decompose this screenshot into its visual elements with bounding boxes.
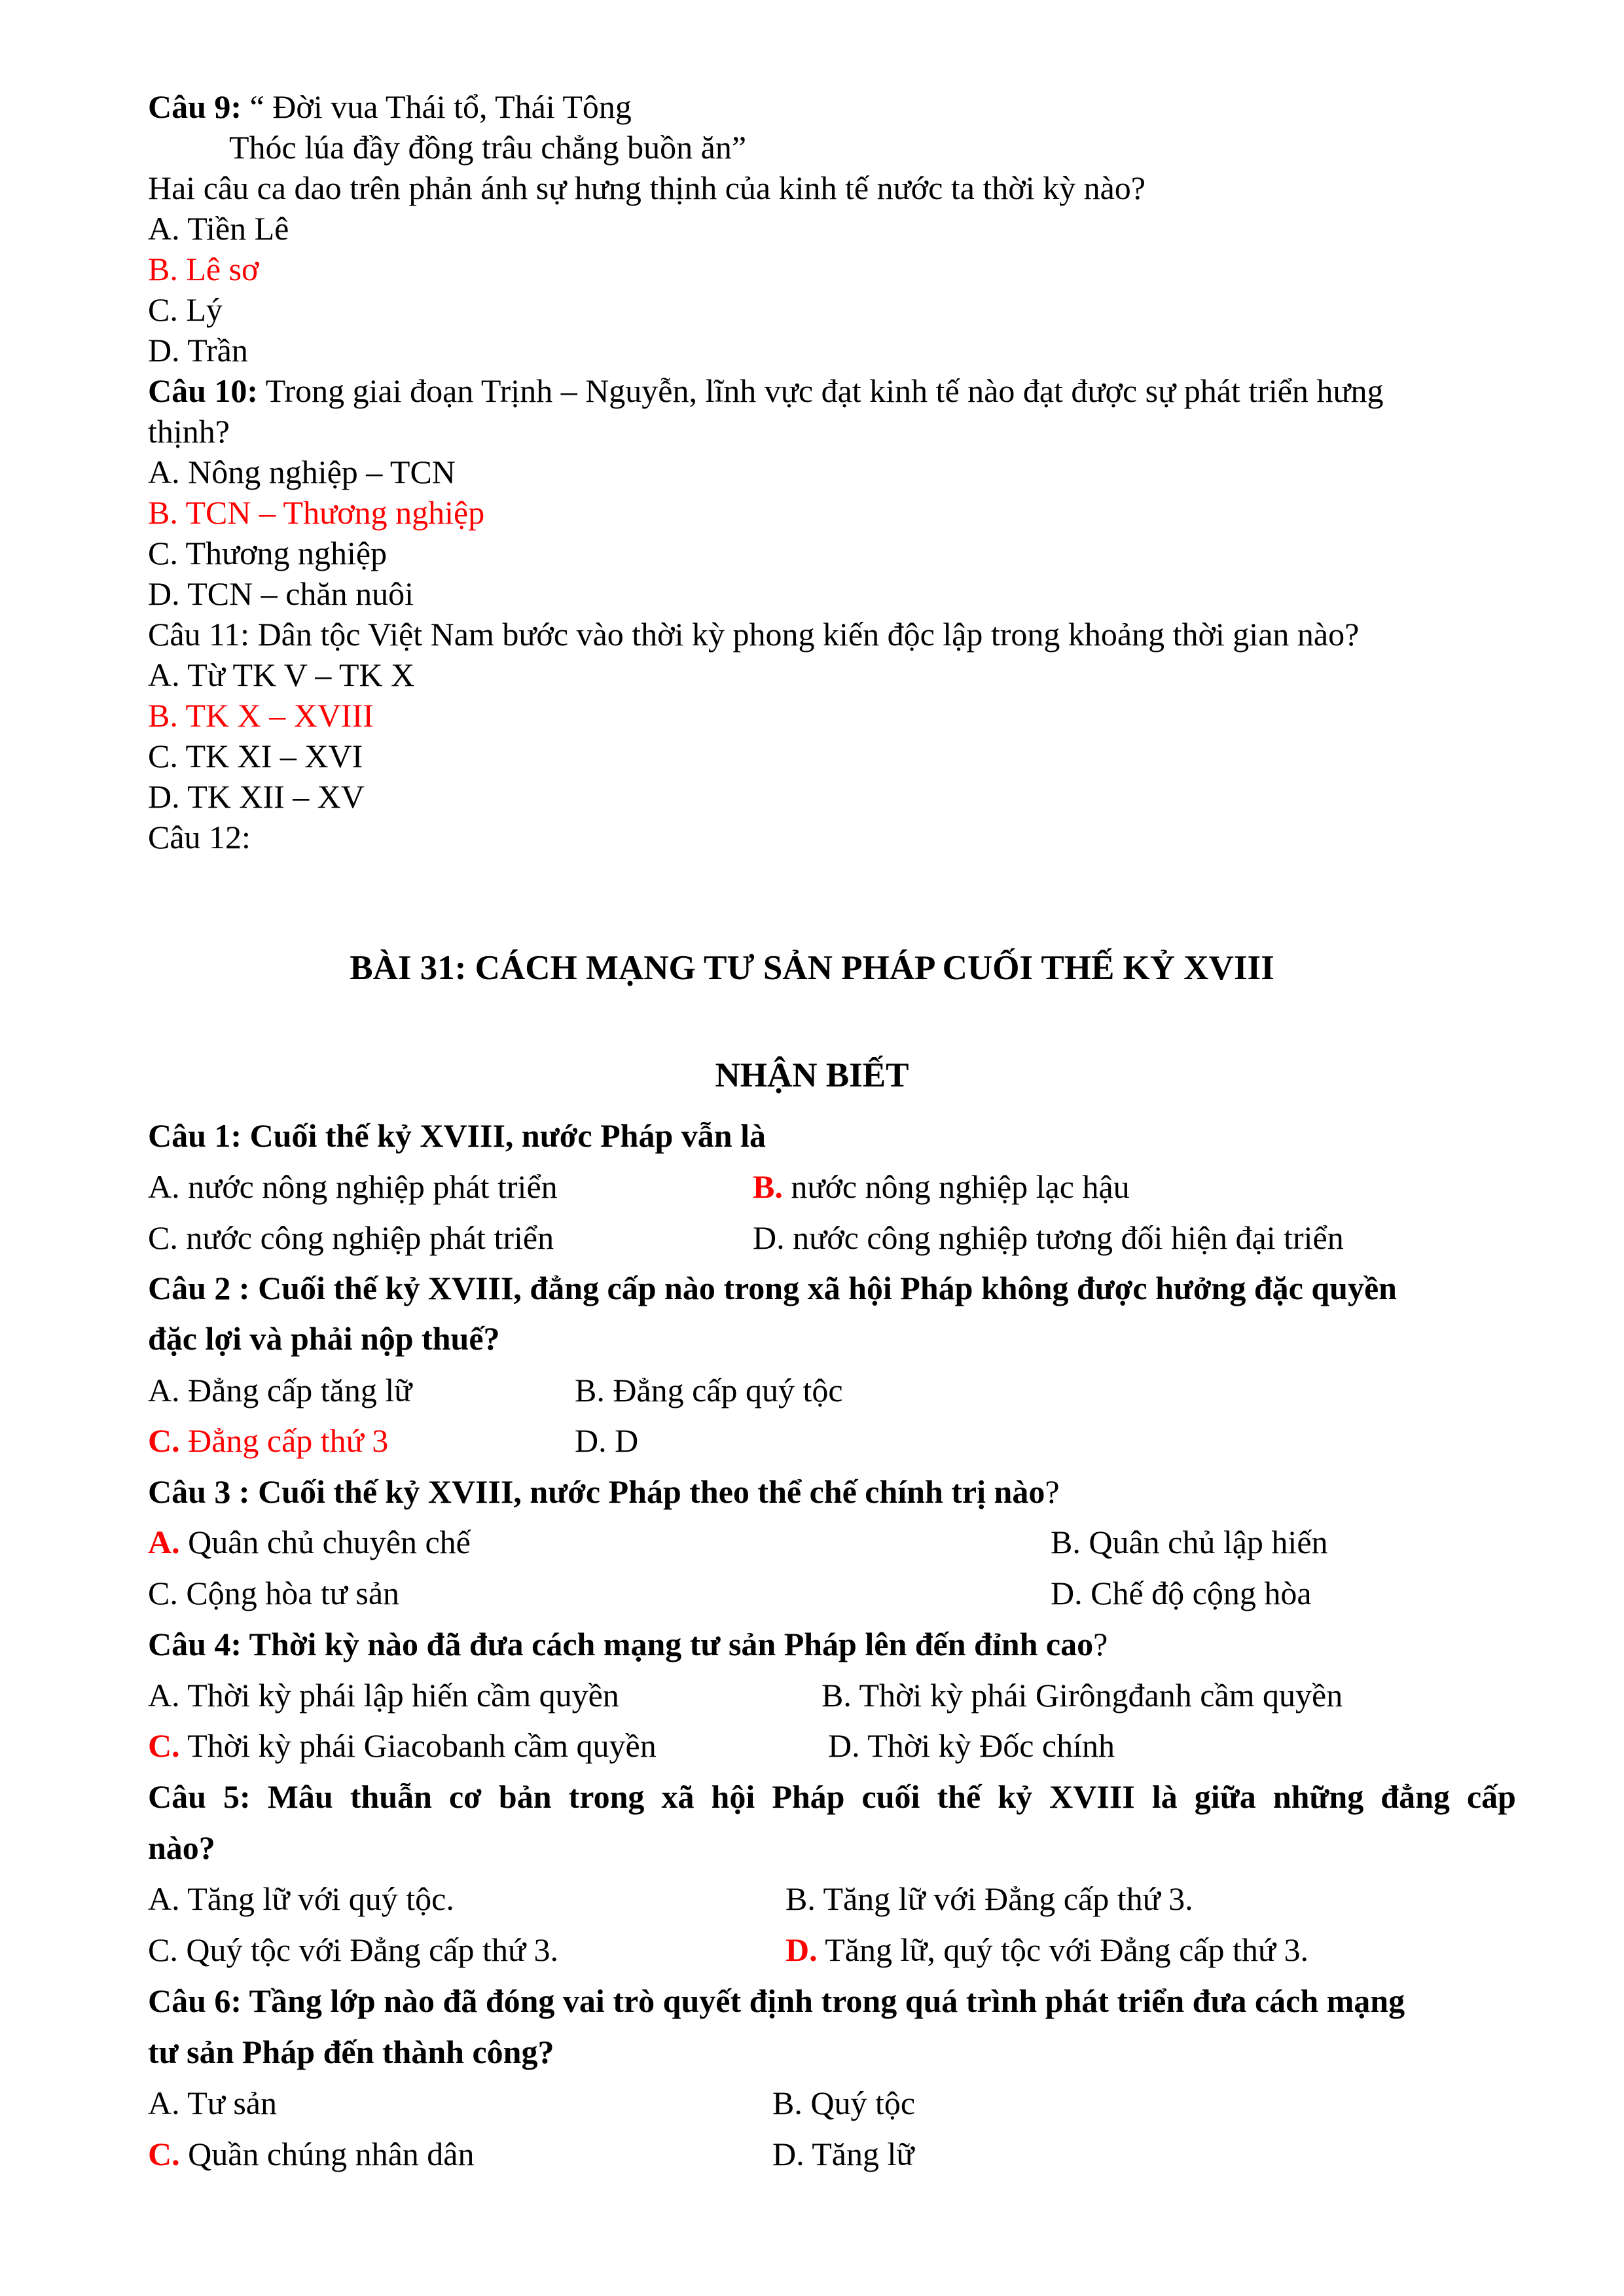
q2-line2: đặc lợi và phải nộp thuế? xyxy=(148,1320,500,1357)
q2-option-c-text: Đẳng cấp thứ 3 xyxy=(179,1422,389,1459)
q10-line2: thịnh? xyxy=(148,413,230,450)
q9-verse1: “ Đời vua Thái tổ, Thái Tông xyxy=(242,88,632,125)
q4-option-c-text: Thời kỳ phái Giacobanh cầm quyền xyxy=(179,1727,657,1764)
q4-option-c-letter: C. xyxy=(148,1727,180,1764)
q6-line1: Câu 6: Tầng lớp nào đã đóng vai trò quyết định trong quá trình phát triển đưa cách mạng xyxy=(148,1982,1405,2019)
q1-question: Câu 1: Cuối thế kỷ XVIII, nước Pháp vẫn là xyxy=(148,1117,766,1154)
q4-option-d: D. Thời kỳ Đốc chính xyxy=(828,1727,1115,1764)
q5-option-c: C. Quý tộc với Đẳng cấp thứ 3. xyxy=(148,1931,559,1968)
q10-option-a: A. Nông nghiệp – TCN xyxy=(148,454,456,490)
lesson-title: BÀI 31: CÁCH MẠNG TƯ SẢN PHÁP CUỐI THẾ KỶ XVIII xyxy=(350,949,1274,987)
q2-option-d: D. D xyxy=(575,1422,639,1459)
q1-option-b xyxy=(753,1166,1130,1207)
q5-line1: Câu 5: Mâu thuẫn cơ bản trong xã hội Pháp cuối thế kỷ XVIII là giữa những đẳng cấp xyxy=(148,1778,1516,1815)
q10-label: Câu 10: xyxy=(148,372,259,409)
q10-option-b: B. TCN – Thương nghiệp xyxy=(148,494,485,531)
q2-option-a: A. Đẳng cấp tăng lữ xyxy=(148,1372,412,1408)
q11-question: Câu 11: Dân tộc Việt Nam bước vào thời kỳ phong kiến độc lập trong khoảng thời gian nào? xyxy=(148,616,1360,653)
q4-question-mark: ? xyxy=(1093,1626,1108,1662)
q1-option-b-letter: B. xyxy=(753,1168,783,1205)
q11-option-d: D. TK XII – XV xyxy=(148,778,365,815)
q3-option-a-text: Quân chủ chuyên chế xyxy=(179,1524,471,1560)
q9-option-d: D. Trần xyxy=(148,332,248,368)
q6-option-c xyxy=(148,2134,475,2174)
q9-question: Hai câu ca dao trên phản ánh sự hưng thịnh của kinh tế nước ta thời kỳ nào? xyxy=(148,170,1146,206)
q10-option-c: C. Thương nghiệp xyxy=(148,535,388,571)
q12-question: Câu 12: xyxy=(148,819,251,855)
q2-option-c xyxy=(148,1420,388,1461)
q3-question-text: Câu 3 : Cuối thế kỷ XVIII, nước Pháp theo thể chế chính trị nào xyxy=(148,1473,1045,1510)
q3-option-d: D. Chế độ cộng hòa xyxy=(1051,1575,1312,1611)
q1-option-c: C. nước công nghiệp phát triển xyxy=(148,1219,554,1256)
q10-line1 xyxy=(148,370,1384,411)
q9-option-c: C. Lý xyxy=(148,291,223,328)
q2-line1: Câu 2 : Cuối thế kỷ XVIII, đẳng cấp nào trong xã hội Pháp không được hưởng đặc quyền xyxy=(148,1270,1397,1306)
q9-label: Câu 9: xyxy=(148,88,242,125)
q9-option-a: A. Tiền Lê xyxy=(148,210,289,247)
q3-option-b: B. Quân chủ lập hiến xyxy=(1051,1524,1328,1560)
q4-option-a: A. Thời kỳ phái lập hiến cầm quyền xyxy=(148,1677,619,1713)
q6-option-c-text: Quần chúng nhân dân xyxy=(179,2136,475,2172)
q3-option-a-letter: A. xyxy=(148,1524,180,1560)
q3-option-c: C. Cộng hòa tư sản xyxy=(148,1575,400,1611)
q6-line2: tư sản Pháp đến thành công? xyxy=(148,2034,554,2070)
q11-option-b: B. TK X – XVIII xyxy=(148,697,374,734)
q4-question-text: Câu 4: Thời kỳ nào đã đưa cách mạng tư sản Pháp lên đến đỉnh cao xyxy=(148,1626,1094,1662)
q4-option-c xyxy=(148,1725,657,1766)
q9-option-b: B. Lê sơ xyxy=(148,251,259,287)
q1-option-d: D. nước công nghiệp tương đối hiện đại triển xyxy=(753,1219,1344,1256)
q3-question-mark: ? xyxy=(1045,1473,1060,1510)
q5-option-d-text: Tăng lữ, quý tộc với Đẳng cấp thứ 3. xyxy=(817,1931,1309,1968)
q4-question xyxy=(148,1624,1108,1664)
q10-option-d: D. TCN – chăn nuôi xyxy=(148,575,414,612)
q6-option-b: B. Quý tộc xyxy=(772,2085,916,2121)
q2-option-c-letter: C. xyxy=(148,1422,180,1459)
q6-option-d: D. Tăng lữ xyxy=(772,2136,914,2172)
q6-option-a: A. Tư sản xyxy=(148,2085,277,2121)
q9-line1 xyxy=(148,86,632,127)
q5-option-d-letter: D. xyxy=(785,1931,818,1968)
section-heading: NHẬN BIẾT xyxy=(715,1056,909,1094)
q5-option-b: B. Tăng lữ với Đẳng cấp thứ 3. xyxy=(785,1880,1193,1917)
q4-option-b: B. Thời kỳ phái Girôngđanh cầm quyền xyxy=(821,1677,1343,1713)
q5-line2: nào? xyxy=(148,1829,215,1866)
q5-option-a: A. Tăng lữ với quý tộc. xyxy=(148,1880,454,1917)
q9-verse2: Thóc lúa đầy đồng trâu chẳng buồn ăn” xyxy=(229,129,747,166)
q11-option-c: C. TK XI – XVI xyxy=(148,738,363,774)
q6-option-c-letter: C. xyxy=(148,2136,180,2172)
q3-option-a xyxy=(148,1522,471,1562)
q11-option-a: A. Từ TK V – TK X xyxy=(148,656,415,693)
q1-option-a: A. nước nông nghiệp phát triển xyxy=(148,1168,558,1205)
q3-question xyxy=(148,1471,1060,1512)
q5-option-d xyxy=(785,1929,1308,1970)
q1-option-b-text: nước nông nghiệp lạc hậu xyxy=(782,1168,1130,1205)
q2-option-b: B. Đẳng cấp quý tộc xyxy=(575,1372,843,1408)
q10-text: Trong giai đoạn Trịnh – Nguyễn, lĩnh vực đạt kinh tế nào đạt được sự phát triển hưng xyxy=(258,372,1384,409)
